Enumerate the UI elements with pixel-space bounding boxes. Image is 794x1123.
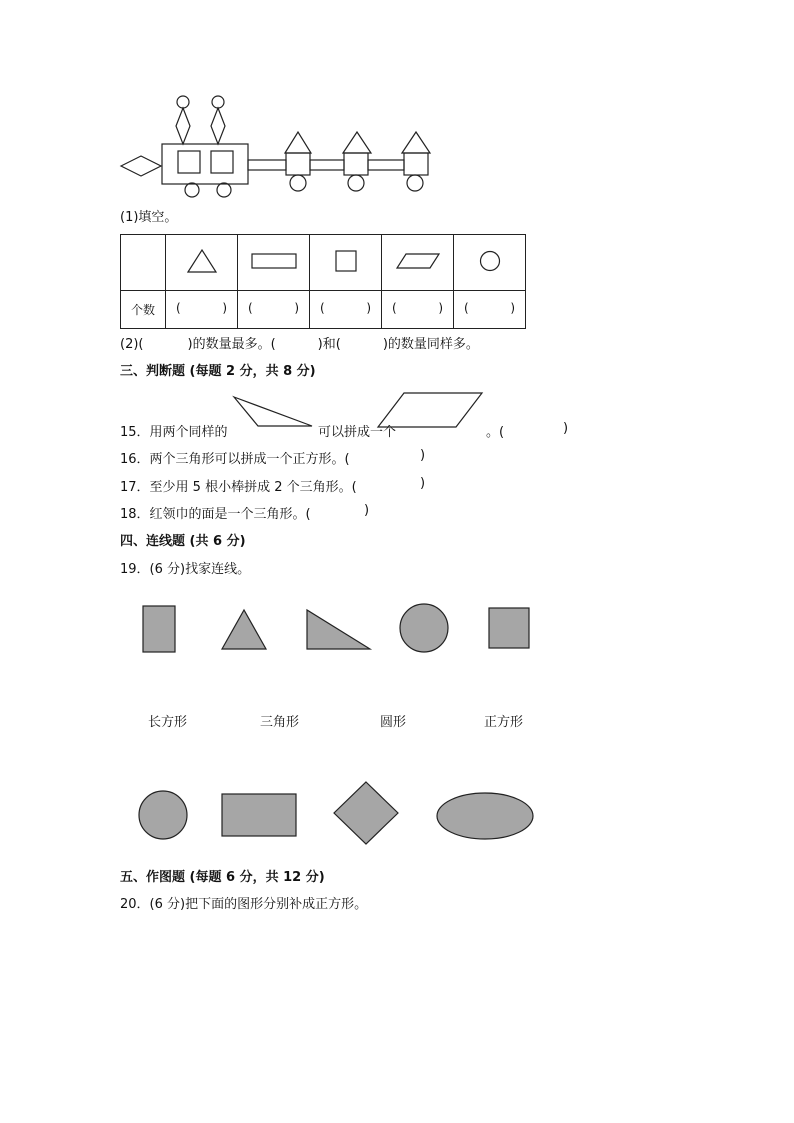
q17-answer-close[interactable]: ) [420, 476, 426, 491]
count-blank-circle[interactable]: ( ) [454, 291, 526, 329]
bottom-circle-shape [139, 791, 187, 839]
top-circle-shape [400, 604, 448, 652]
car1-wheel [290, 175, 306, 191]
chimney-diamond-2 [211, 108, 225, 144]
q2-line: (2)( )的数量最多。( )和( )的数量同样多。 [120, 337, 479, 352]
q15-text-c: 。( [486, 425, 505, 440]
table-head-circle [454, 235, 526, 291]
q15-text-a: 15．用两个同样的 [120, 425, 228, 440]
top-rectangle-shape [143, 606, 175, 652]
shape-count-table [120, 234, 526, 329]
count-blank-rectangle[interactable]: ( ) [238, 291, 310, 329]
label-square: 正方形 [484, 715, 524, 730]
bottom-diamond-shape [334, 782, 398, 844]
count-blank-triangle[interactable]: ( ) [166, 291, 238, 329]
table-head-square [310, 235, 382, 291]
label-triangle: 三角形 [260, 715, 300, 730]
section4-heading: 四、连线题 (共 6 分) [120, 534, 246, 549]
connector-2 [310, 160, 344, 170]
bottom-ellipse-shape [437, 793, 533, 839]
q18-text: 18．红领巾的面是一个三角形。( [120, 507, 311, 522]
top-triangle-shape [222, 610, 266, 649]
q19-text: 19．(6 分)找家连线。 [120, 562, 251, 577]
q15-text-b: 可以拼成一个 [318, 425, 397, 440]
engine-wheel-1 [185, 183, 199, 197]
train-front-diamond [121, 156, 161, 176]
table-head-parallelogram [382, 235, 454, 291]
connector-3 [368, 160, 404, 170]
connector-1 [248, 160, 286, 170]
rectangle-icon [251, 252, 297, 270]
train-window-1 [178, 151, 200, 173]
table-row-label: 个数 [121, 291, 166, 329]
section5-heading: 五、作图题 (每题 6 分，共 12 分) [120, 870, 325, 885]
car2-roof [343, 132, 371, 153]
table-corner-cell [121, 235, 166, 291]
q16-answer-close[interactable]: ) [420, 448, 426, 463]
triangle-icon [186, 248, 218, 274]
q20-text: 20．(6 分)把下面的图形分别补成正方形。 [120, 897, 368, 912]
top-right-triangle-shape [307, 610, 370, 649]
label-circle: 圆形 [380, 715, 407, 730]
q19-top-shapes [130, 598, 550, 660]
square-icon [335, 250, 357, 272]
count-blank-square[interactable]: ( ) [310, 291, 382, 329]
q19-bottom-shapes [130, 778, 540, 848]
bottom-rectangle-shape [222, 794, 296, 836]
q16-text: 16．两个三角形可以拼成一个正方形。( [120, 452, 350, 467]
q15-triangle-figure [232, 395, 316, 431]
table-head-rectangle [238, 235, 310, 291]
q15-parallelogram-figure [376, 391, 486, 431]
car3-roof [402, 132, 430, 153]
chimney-diamond-1 [176, 108, 190, 144]
q17-text: 17．至少用 5 根小棒拼成 2 个三角形。( [120, 480, 357, 495]
section3-heading: 三、判断题 (每题 2 分，共 8 分) [120, 364, 316, 379]
chimney-circle-1 [177, 96, 189, 108]
train-figure [115, 92, 445, 202]
engine-wheel-2 [217, 183, 231, 197]
q1-label: (1)填空。 [120, 210, 178, 225]
label-rectangle: 长方形 [148, 715, 188, 730]
q15-answer-close[interactable]: ) [563, 421, 569, 436]
chimney-circle-2 [212, 96, 224, 108]
table-head-triangle [166, 235, 238, 291]
car3-body [404, 153, 428, 175]
train-engine-body [162, 144, 248, 184]
car3-wheel [407, 175, 423, 191]
train-window-2 [211, 151, 233, 173]
count-blank-parallelogram[interactable]: ( ) [382, 291, 454, 329]
car2-wheel [348, 175, 364, 191]
car2-body [344, 153, 368, 175]
top-square-shape [489, 608, 529, 648]
car1-roof [285, 132, 311, 153]
circle-icon [479, 250, 501, 272]
car1-body [286, 153, 310, 175]
q18-answer-close[interactable]: ) [364, 503, 370, 518]
parallelogram-icon [396, 252, 440, 270]
